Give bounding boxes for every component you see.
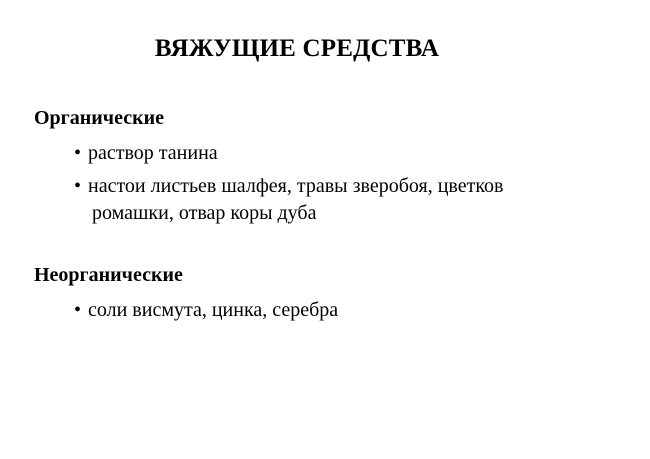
list-item-text-continued: ромашки, отвар коры дуба (92, 202, 317, 224)
list-item (74, 140, 218, 167)
slide-title: ВЯЖУЩИЕ СРЕДСТВА (154, 35, 440, 62)
list-item-text: соли висмута, цинка, серебра (88, 299, 339, 321)
section-heading-organic: Органические (34, 107, 165, 129)
bullet-icon: • (74, 175, 82, 197)
list-item (74, 297, 338, 324)
list-item-text: раствор танина (88, 142, 218, 164)
list-item-text: настои листьев шалфея, травы зверобоя, цветков (88, 175, 504, 197)
list-item (74, 173, 503, 227)
section-heading-inorganic: Неорганические (34, 264, 183, 286)
bullet-icon: • (74, 299, 82, 321)
bullet-icon: • (74, 142, 82, 164)
